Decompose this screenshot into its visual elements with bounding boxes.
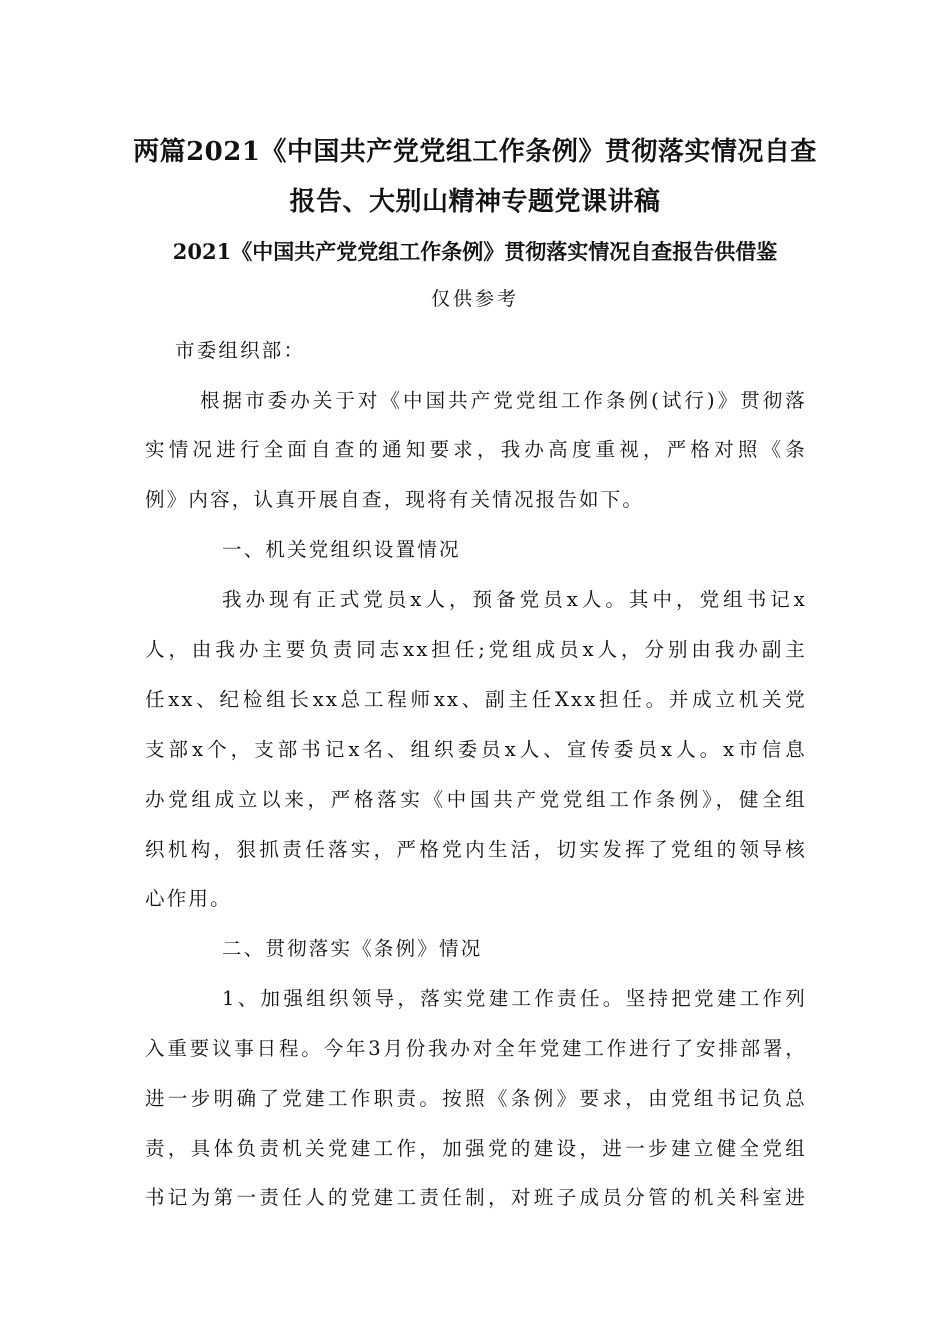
reference-note: 仅供参考 [430, 288, 519, 310]
body-line: 织机构，狠抓责任落实，严格党内生活，切实发挥了党组的领导核 [145, 838, 807, 861]
body-line: 根据市委办关于对《中国共产党党组工作条例(试行)》贯彻落 [200, 389, 807, 412]
body-line: 我办现有正式党员x人，预备党员x人。其中，党组书记x [222, 588, 807, 611]
section-heading: 二、贯彻落实《条例》情况 [222, 937, 483, 960]
document-title-line-1: 两篇2021《中国共产党党组工作条例》贯彻落实情况自查 [133, 137, 817, 167]
body-line: 责，具体负责机关党建工作，加强党的建设，进一步建立健全党组 [145, 1137, 807, 1160]
body-line: 例》内容，认真开展自查，现将有关情况报告如下。 [145, 488, 645, 511]
body-line: 入重要议事日程。今年3月份我办对全年党建工作进行了安排部署， [145, 1037, 807, 1060]
document-subtitle: 2021《中国共产党党组工作条例》贯彻落实情况自查报告供借鉴 [172, 239, 778, 264]
body-line: 办党组成立以来，严格落实《中国共产党党组工作条例》，健全组 [145, 788, 807, 811]
body-line: 支部x个，支部书记x名、组织委员x人、宣传委员x人。x市信息 [145, 738, 807, 761]
body-line: 书记为第一责任人的党建工责任制，对班子成员分管的机关科室进 [145, 1186, 807, 1209]
document-title-line-2: 报告、大别山精神专题党课讲稿 [289, 187, 661, 217]
body-line: 任xx、纪检组长xx总工程师xx、副主任Xxx担任。并成立机关党 [145, 688, 807, 711]
body-line: 人，由我办主要负责同志xx担任;党组成员x人，分别由我办副主 [145, 638, 807, 661]
body-line: 1、加强组织领导，落实党建工作责任。坚持把党建工作列 [222, 987, 807, 1010]
section-heading: 一、机关党组织设置情况 [222, 538, 461, 561]
salutation: 市委组织部： [175, 339, 306, 362]
body-line: 进一步明确了党建工作职责。按照《条例》要求，由党组书记负总 [145, 1087, 807, 1110]
body-line: 心作用。 [145, 887, 232, 910]
body-line: 实情况进行全面自查的通知要求，我办高度重视，严格对照《条 [145, 438, 807, 461]
